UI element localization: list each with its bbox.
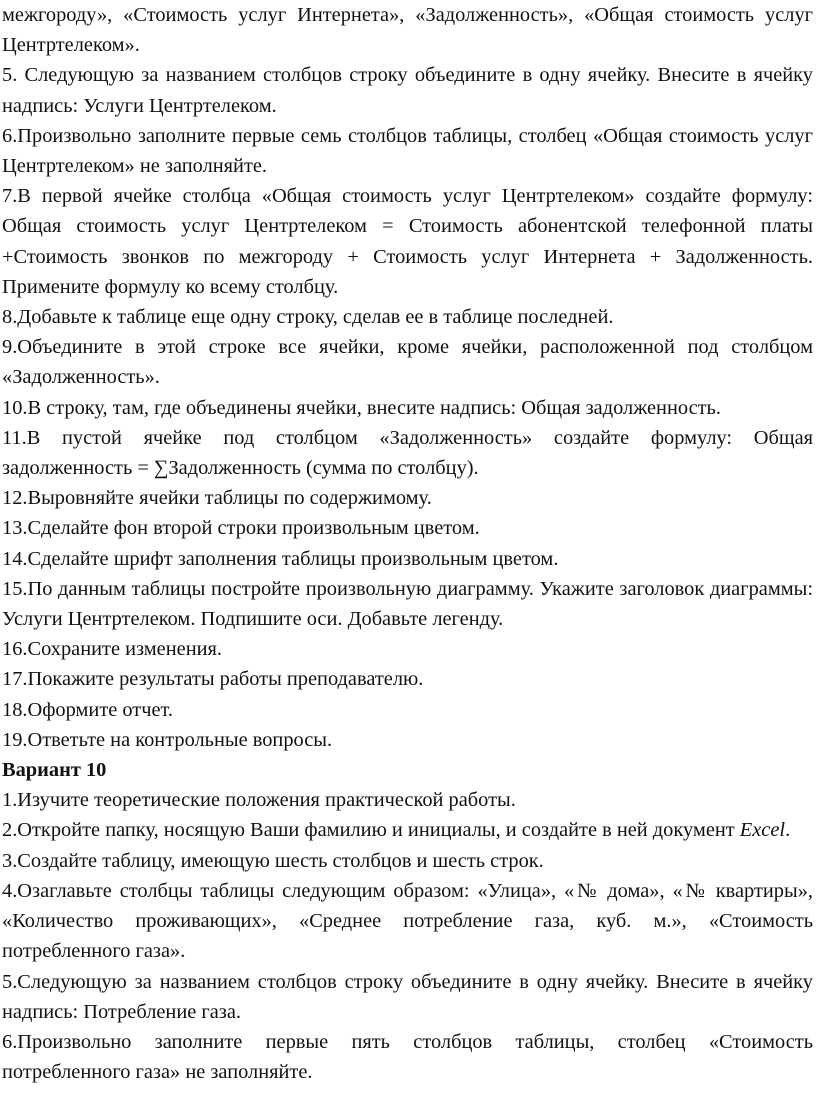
paragraph-step-10: 10.В строку, там, где объединены ячейки, внесите надпись: Общая задолженность.	[2, 396, 721, 419]
paragraph-step-7: 7.В первой ячейке столбца «Общая стоимость услуг Центртелеком» создайте формулу: Общая стоимость услуг Центртелеком = Стоимость абонентской телефонной платы +Стоимость звонков по межгороду + Стоимость услуг Интернета + Задолженность. Примените формулу ко всему столбцу.	[2, 185, 813, 298]
excel-term: Excel	[739, 819, 786, 842]
paragraph-4-continuation: межгороду», «Стоимость услуг Интернета», «Задолженность», «Общая стоимость услуг Центртелеком».	[2, 4, 813, 57]
paragraph-step-6: 6.Произвольно заполните первые семь столбцов таблицы, столбец «Общая стоимость услуг Центртелеком» не заполняйте.	[2, 124, 813, 178]
variant-step-5: 5.Следующую за названием столбцов строку объедините в одну ячейку. Внесите в ячейку надпись: Потребление газа.	[2, 970, 813, 1023]
variant-step-6: 6.Произвольно заполните первые пять столбцов таблицы, столбец «Стоимость потребленного газа» не заполняйте.	[2, 1030, 813, 1084]
variant-step-3: 3.Создайте таблицу, имеющую шесть столбцов и шесть строк.	[2, 849, 544, 872]
paragraph-step-17: 17.Покажите результаты работы преподавателю.	[2, 668, 424, 691]
paragraph-step-19: 19.Ответьте на контрольные вопросы.	[2, 728, 333, 751]
variant-heading: Вариант 10	[2, 759, 107, 782]
paragraph-step-8: 8.Добавьте к таблице еще одну строку, сделав ее в таблице последней.	[2, 306, 614, 329]
paragraph-step-12: 12.Выровняйте ячейки таблицы по содержимому.	[2, 487, 432, 510]
paragraph-step-18: 18.Оформите отчет.	[2, 698, 173, 721]
paragraph-step-14: 14.Сделайте шрифт заполнения таблицы произвольным цветом.	[2, 547, 559, 570]
variant-step-4: 4.Озаглавьте столбцы таблицы следующим образом: «Улица», «№ дома», «№ квартиры», «Количество проживающих», «Среднее потребление газа, куб. м.», «Стоимость потребленного газа».	[2, 879, 813, 963]
paragraph-step-11: 11.В пустой ячейке под столбцом «Задолженность» создайте формулу: Общая задолженность = ∑Задолженность (сумма по столбцу).	[2, 426, 813, 480]
paragraph-step-5: 5. Следующую за названием столбцов строку объедините в одну ячейку. Внесите в ячейку надпись: Услуги Центртелеком.	[2, 64, 813, 117]
paragraph-step-16: 16.Сохраните изменения.	[2, 638, 222, 661]
paragraph-step-9: 9.Объедините в этой строке все ячейки, кроме ячейки, расположенной под столбцом «Задолженность».	[2, 336, 813, 389]
paragraph-step-13: 13.Сделайте фон второй строки произвольным цветом.	[2, 517, 480, 540]
variant-step-2-end: .	[785, 819, 791, 842]
paragraph-step-15: 15.По данным таблицы постройте произвольную диаграмму. Укажите заголовок диаграммы: Услуги Центртелеком. Подпишите оси. Добавьте легенду.	[2, 577, 813, 631]
variant-step-2	[2, 815, 813, 845]
variant-step-2-text: 2.Откройте папку, носящую Ваши фамилию и инициалы, и создайте в ней документ	[2, 819, 740, 842]
variant-step-1: 1.Изучите теоретические положения практической работы.	[2, 789, 516, 812]
